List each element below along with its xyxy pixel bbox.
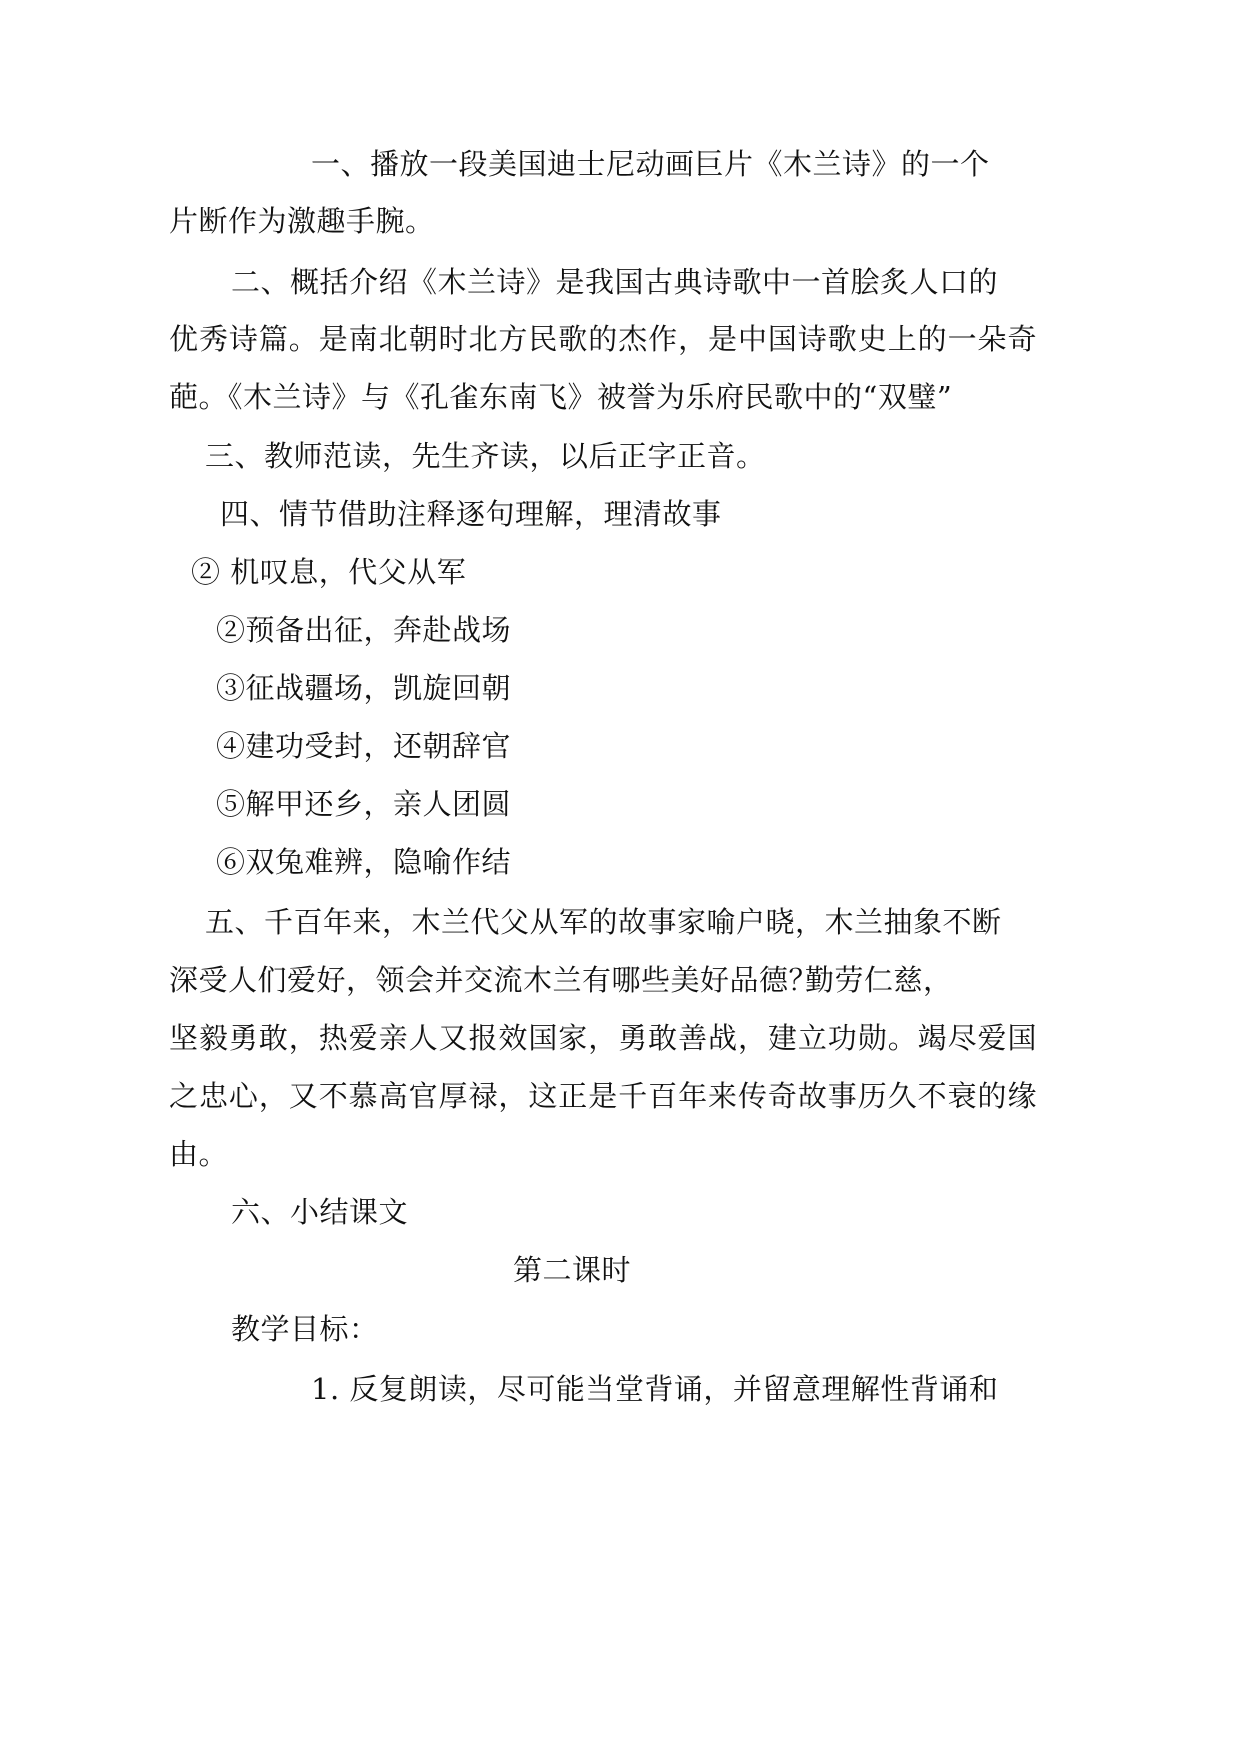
paragraph-1-line-2: 片断作为激趣手腕。 xyxy=(169,204,435,238)
paragraph-5-line-4: 之忠心，又不慕高官厚禄，这正是千百年来传奇故事历久不衰的缘 xyxy=(169,1079,1037,1113)
paragraph-6: 六、小结课文 xyxy=(231,1195,409,1229)
paragraph-2-line-3: 葩。《木兰诗》与《孔雀东南飞》被誉为乐府民歌中的“双璧” xyxy=(169,380,953,414)
section-title: 第二课时 xyxy=(513,1253,632,1287)
outline-item-2: ②预备出征，奔赴战场 xyxy=(216,613,512,647)
paragraph-2-line-2: 优秀诗篇。是南北朝时北方民歌的杰作，是中国诗歌史上的一朵奇 xyxy=(169,322,1037,356)
objective-1: 1. 反复朗读，尽可能当堂背诵，并留意理解性背诵和 xyxy=(311,1372,999,1406)
outline-item-6: ⑥双兔难辨，隐喻作结 xyxy=(216,845,512,879)
paragraph-5-line-2a: 深受人们爱好，领会并交流木兰有哪些美好品德？ xyxy=(169,963,819,997)
paragraph-5-line-5: 由。 xyxy=(169,1137,229,1171)
outline-item-5: ⑤解甲还乡，亲人团圆 xyxy=(216,787,512,821)
paragraph-2-line-1: 二、概括介绍《木兰诗》是我国古典诗歌中一首脍炙人口的 xyxy=(231,265,999,299)
paragraph-1-line-1: 一、播放一段美国迪士尼动画巨片《木兰诗》的一个 xyxy=(311,147,990,181)
outline-item-4: ④建功受封，还朝辞官 xyxy=(216,729,512,763)
outline-item-3: ③征战疆场，凯旋回朝 xyxy=(216,671,512,705)
paragraph-3: 三、教师范读，先生齐读，以后正字正音。 xyxy=(205,439,766,473)
outline-item-1: ② 机叹息，代父从军 xyxy=(191,555,467,589)
paragraph-5-line-2b: 勤劳仁慈， xyxy=(805,963,953,997)
paragraph-4: 四、情节借助注释逐句理解，理清故事 xyxy=(220,497,722,531)
objectives-label: 教学目标： xyxy=(231,1312,379,1346)
paragraph-5-line-1: 五、千百年来，木兰代父从军的故事家喻户晓，木兰抽象不断 xyxy=(205,905,1002,939)
paragraph-5-line-3: 坚毅勇敢，热爱亲人又报效国家，勇敢善战，建立功勋。竭尽爱国 xyxy=(169,1021,1037,1055)
